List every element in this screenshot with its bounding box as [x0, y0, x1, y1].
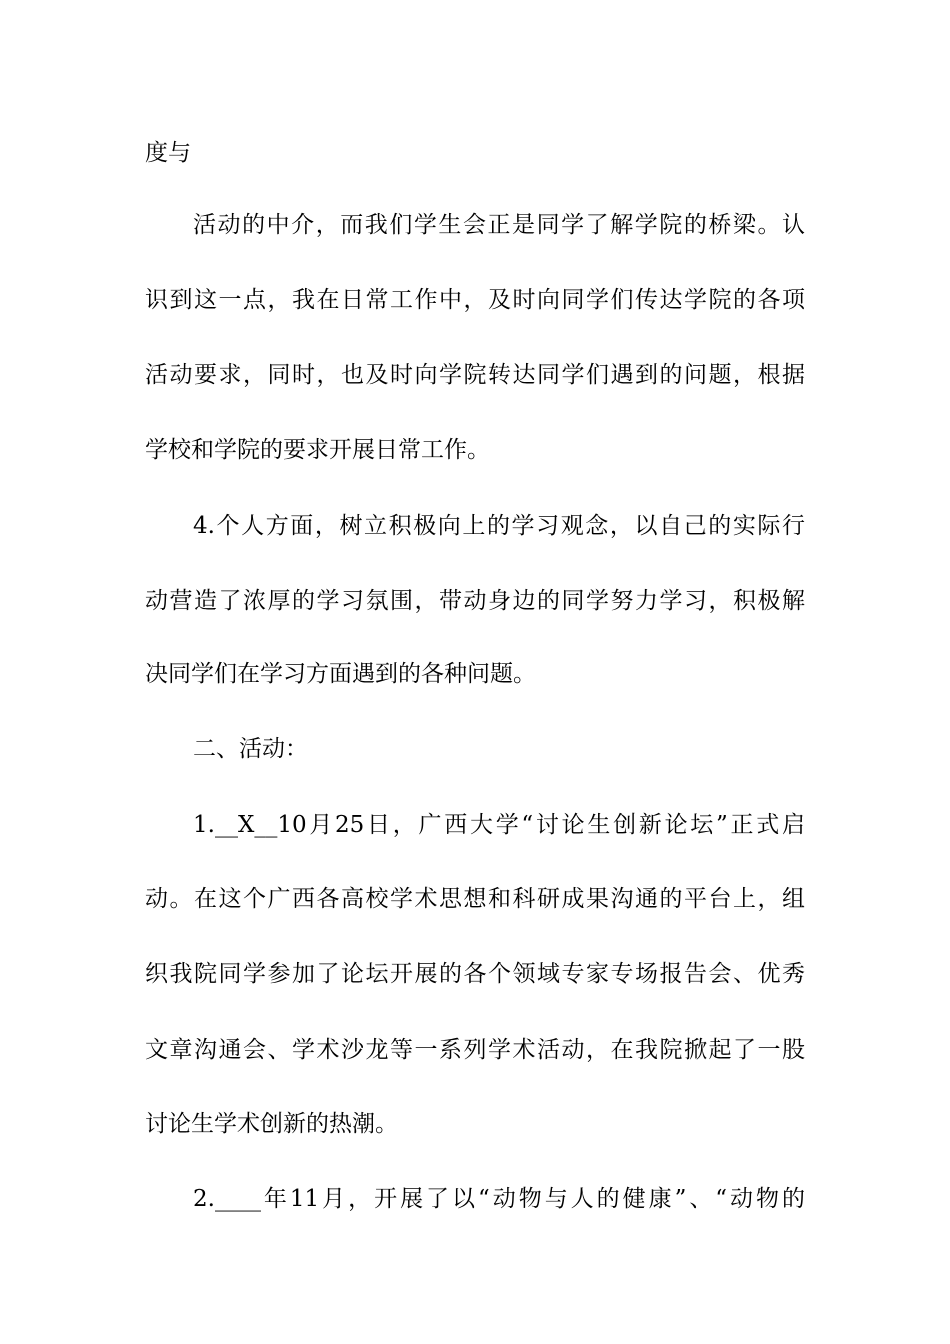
text-line: 学校和学院的要求开展日常工作。 — [145, 437, 490, 463]
section-heading: 二、活动： — [193, 736, 308, 762]
paragraph-first-line: 1.__X__10月25日，广西大学“讨论生创新论坛”正式启 — [193, 812, 805, 838]
paragraph-first-line: 2.____年11月，开展了以“动物与人的健康”、“动物的 — [193, 1186, 805, 1212]
text-line: 识到这一点，我在日常工作中，及时向同学们传达学院的各项 — [145, 287, 805, 313]
text-line: 动。在这个广西各高校学术思想和科研成果沟通的平台上，组 — [145, 886, 805, 912]
paragraph-first-line: 活动的中介，而我们学生会正是同学了解学院的桥梁。认 — [193, 212, 805, 238]
text-line: 度与 — [145, 140, 191, 166]
text-line: 决同学们在学习方面遇到的各种问题。 — [145, 661, 536, 687]
text-line: 活动要求，同时，也及时向学院转达同学们遇到的问题，根据 — [145, 362, 805, 388]
paragraph-first-line: 4.个人方面，树立积极向上的学习观念，以自己的实际行 — [193, 513, 805, 539]
text-line: 讨论生学术创新的热潮。 — [145, 1111, 398, 1137]
text-line: 文章沟通会、学术沙龙等一系列学术活动，在我院掀起了一股 — [145, 1037, 805, 1063]
text-line: 动营造了浓厚的学习氛围，带动身边的同学努力学习，积极解 — [145, 588, 805, 614]
text-line: 织我院同学参加了论坛开展的各个领域专家专场报告会、优秀 — [145, 961, 805, 987]
